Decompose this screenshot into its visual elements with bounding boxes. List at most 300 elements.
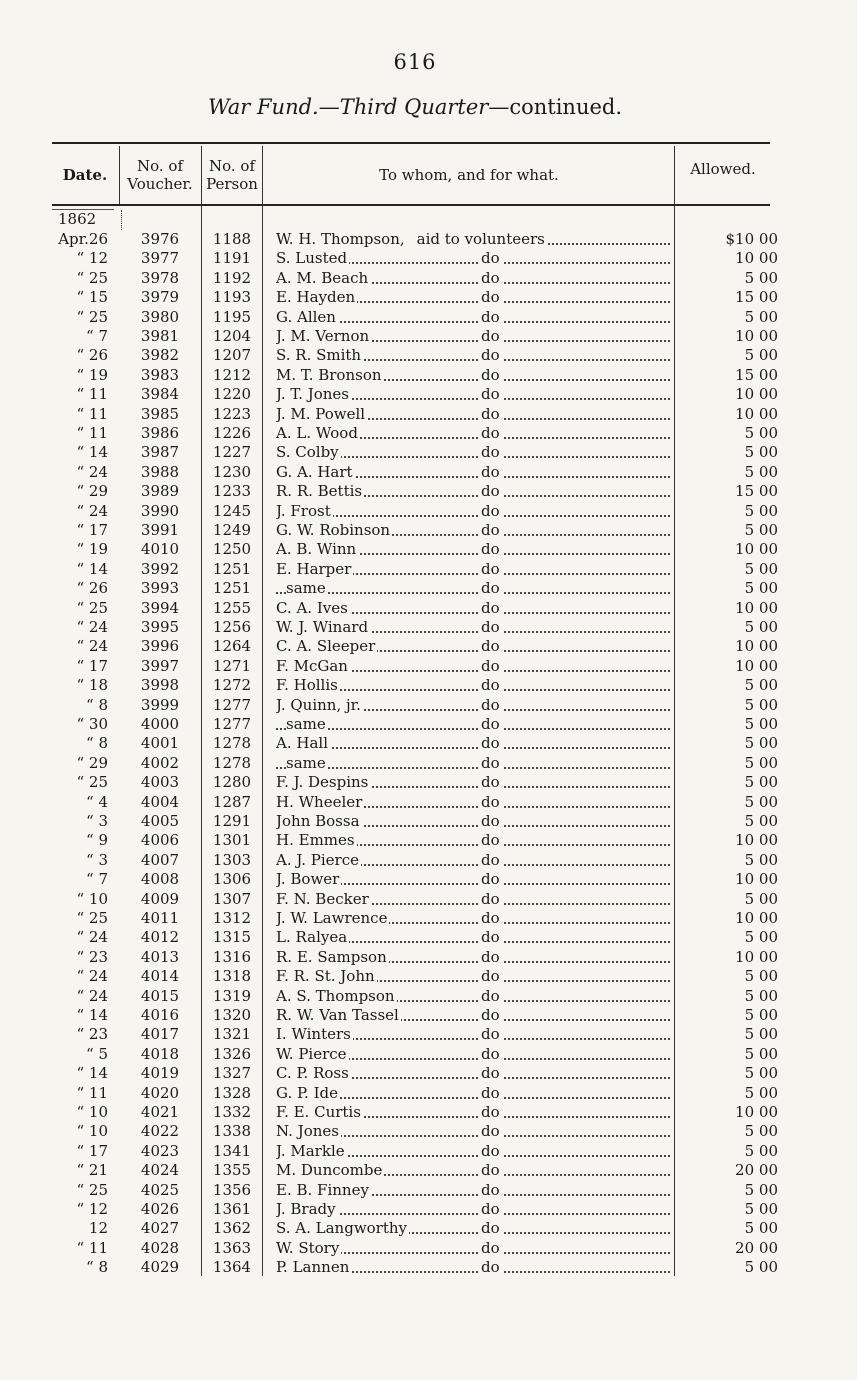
cell-date: “ 25 [76, 773, 108, 792]
purpose-ditto: do [481, 598, 500, 617]
purpose-ditto: do [481, 1083, 500, 1102]
cell-date: “ 14 [76, 559, 108, 578]
cell-date: “ 7 [86, 327, 108, 345]
purpose-ditto: do [481, 462, 500, 481]
table-row [0, 1161, 857, 1180]
table-row [0, 1103, 857, 1122]
cell-person: 1319 [212, 986, 252, 1005]
table-row [0, 812, 857, 831]
cell-person: 1363 [212, 1238, 252, 1257]
payee-name: same [286, 715, 326, 733]
header-allowed: Allowed. [690, 160, 756, 178]
cell-voucher: 4018 [140, 1044, 180, 1063]
cell-name [276, 327, 670, 346]
cell-amount: 5 00 [744, 715, 778, 733]
cell-amount: 15 00 [735, 482, 778, 501]
dot-leader [276, 747, 670, 749]
cell-name [276, 599, 670, 618]
cell-name [276, 521, 670, 540]
table-row [0, 1181, 857, 1200]
cell-person: 1226 [212, 424, 252, 442]
cell-person: 1364 [212, 1258, 252, 1277]
cell-person: 1251 [212, 559, 252, 578]
dot-leader [276, 515, 670, 517]
column-divider [119, 146, 120, 204]
cell-name [276, 1181, 670, 1200]
cell-name [276, 637, 670, 656]
purpose-ditto: do [481, 1258, 500, 1277]
cell-name [276, 560, 670, 579]
cell-date: “ 3 [86, 812, 108, 830]
cell-amount: 5 00 [744, 618, 778, 636]
payee-name: W. J. Winard [276, 618, 369, 636]
cell-amount: 10 00 [735, 870, 778, 889]
cell-amount: 5 00 [744, 1025, 778, 1044]
cell-person: 1277 [212, 695, 252, 714]
cell-person: 1191 [212, 249, 252, 268]
table-row [0, 1084, 857, 1103]
table-row [0, 1200, 857, 1219]
purpose-ditto: do [481, 715, 500, 733]
cell-amount: 5 00 [744, 1006, 778, 1024]
cell-amount: 20 00 [735, 1238, 778, 1257]
cell-voucher: 4001 [140, 734, 180, 753]
cell-voucher: 3979 [140, 288, 180, 307]
cell-name [276, 715, 670, 734]
cell-voucher: 3984 [140, 385, 180, 404]
cell-date: “ 12 [76, 249, 108, 268]
payee-name: G. P. Ide [276, 1083, 338, 1102]
cell-person: 1195 [212, 307, 252, 326]
cell-name [276, 1258, 670, 1277]
cell-date: “ 24 [76, 967, 108, 986]
cell-person: 1272 [212, 676, 252, 695]
cell-name [276, 482, 670, 501]
table-row [0, 1064, 857, 1083]
table-row [0, 1025, 857, 1044]
cell-name [276, 793, 670, 812]
cell-amount: 5 00 [744, 676, 778, 695]
cell-name [276, 928, 670, 947]
table-row [0, 618, 857, 637]
cell-amount: 5 00 [744, 812, 778, 830]
payee-name: John Bossa [276, 812, 360, 830]
cell-amount: 5 00 [744, 773, 778, 792]
cell-amount: 5 00 [744, 1083, 778, 1102]
cell-name [276, 909, 670, 928]
cell-person: 1328 [212, 1083, 252, 1102]
cell-amount: 5 00 [744, 501, 778, 520]
header-whom: To whom, and for what. [379, 166, 559, 184]
cell-name [276, 579, 670, 598]
cell-person: 1318 [212, 967, 252, 986]
cell-amount: 10 00 [735, 909, 778, 927]
table-row [0, 948, 857, 967]
table-row [0, 967, 857, 986]
cell-voucher: 4008 [140, 870, 180, 889]
payee-name: S. Lusted [276, 249, 348, 268]
cell-voucher: 3986 [140, 424, 180, 442]
cell-voucher: 3981 [140, 327, 180, 345]
table-row [0, 987, 857, 1006]
purpose-ditto: do [481, 1219, 500, 1238]
payee-name: C. A. Sleeper [276, 637, 376, 656]
purpose-ditto: do [481, 850, 500, 869]
cell-date: “ 14 [76, 1064, 108, 1083]
table-row [0, 909, 857, 928]
cell-person: 1277 [212, 715, 252, 733]
cell-date: “ 24 [76, 986, 108, 1005]
payee-name: J. Brady [276, 1200, 336, 1218]
purpose-ditto: do [481, 288, 500, 307]
cell-date: “ 30 [76, 715, 108, 733]
cell-person: 1255 [212, 598, 252, 617]
cell-date: “ 17 [76, 656, 108, 675]
cell-date: “ 29 [76, 482, 108, 501]
cell-voucher: 4015 [140, 986, 180, 1005]
cell-amount: 20 00 [735, 1161, 778, 1180]
payee-name: J. Bower [276, 870, 340, 889]
cell-amount: 5 00 [744, 850, 778, 869]
cell-name [276, 1006, 670, 1025]
cell-person: 1356 [212, 1180, 252, 1199]
table-row [0, 1219, 857, 1238]
cell-date: “ 25 [76, 268, 108, 287]
payee-name: R. W. Van Tassel [276, 1006, 399, 1024]
cell-voucher: 3995 [140, 618, 180, 636]
cell-voucher: 3994 [140, 598, 180, 617]
cell-voucher: 4021 [140, 1103, 180, 1121]
cell-date: “ 7 [86, 870, 108, 889]
cell-voucher: 4025 [140, 1180, 180, 1199]
cell-name [276, 269, 670, 288]
cell-name [276, 831, 670, 850]
cell-person: 1306 [212, 870, 252, 889]
cell-amount: 5 00 [744, 1219, 778, 1238]
cell-date: “ 18 [76, 676, 108, 695]
purpose-ditto: do [481, 1141, 500, 1160]
cell-person: 1326 [212, 1044, 252, 1063]
cell-date: “ 17 [76, 1141, 108, 1160]
table-row [0, 230, 857, 249]
cell-person: 1271 [212, 656, 252, 675]
table-row [0, 676, 857, 695]
cell-date: “ 26 [76, 579, 108, 598]
cell-name [276, 1200, 670, 1219]
purpose-ditto: do [481, 1103, 500, 1121]
purpose-ditto: do [481, 773, 500, 792]
page-title [0, 95, 830, 119]
purpose-ditto: do [481, 268, 500, 287]
cell-voucher: 4009 [140, 889, 180, 908]
table-row [0, 443, 857, 462]
cell-name [276, 734, 670, 753]
cell-voucher: 4027 [140, 1219, 180, 1238]
cell-amount: 10 00 [735, 385, 778, 404]
cell-name [276, 754, 670, 773]
cell-name [276, 773, 670, 792]
payee-name: N. Jones [276, 1122, 339, 1141]
page-number: 616 [393, 50, 437, 74]
cell-name [276, 1239, 670, 1258]
cell-voucher: 3998 [140, 676, 180, 695]
table-row [0, 269, 857, 288]
cell-date: “ 3 [86, 850, 108, 869]
purpose-ditto: do [481, 909, 500, 927]
cell-name [276, 1103, 670, 1122]
cell-date: “ 14 [76, 443, 108, 462]
cell-name [276, 249, 670, 268]
cell-person: 1220 [212, 385, 252, 404]
cell-name [276, 366, 670, 385]
table-row [0, 1045, 857, 1064]
cell-person: 1192 [212, 268, 252, 287]
cell-date: “ 8 [86, 695, 108, 714]
table-row [0, 793, 857, 812]
cell-amount: 5 00 [744, 967, 778, 986]
cell-name [276, 676, 670, 695]
cell-amount: 5 00 [744, 307, 778, 326]
purpose-ditto: do [481, 1044, 500, 1063]
cell-voucher: 3991 [140, 521, 180, 539]
cell-amount: 5 00 [744, 1200, 778, 1218]
purpose-ditto: do [481, 695, 500, 714]
purpose-ditto: do [481, 947, 500, 966]
purpose-ditto: do [481, 734, 500, 753]
table-row [0, 308, 857, 327]
table-row [0, 405, 857, 424]
table-row [0, 715, 857, 734]
payee-name: P. Lannen [276, 1258, 350, 1277]
cell-amount: 5 00 [744, 443, 778, 462]
cell-amount: 5 00 [744, 1044, 778, 1063]
cell-voucher: 4023 [140, 1141, 180, 1160]
cell-amount: 5 00 [744, 1064, 778, 1083]
payee-name: F. E. Curtis [276, 1103, 361, 1121]
cell-voucher: 4022 [140, 1122, 180, 1141]
payee-name: J. M. Vernon [276, 327, 370, 345]
cell-voucher: 4024 [140, 1161, 180, 1180]
payee-name: W. Story [276, 1238, 340, 1257]
cell-person: 1249 [212, 521, 252, 539]
cell-date: “ 26 [76, 346, 108, 365]
cell-date: “ 11 [76, 424, 108, 442]
cell-amount: 5 00 [744, 928, 778, 947]
table-row [0, 870, 857, 889]
table-row [0, 521, 857, 540]
payee-name: A. L. Wood [276, 424, 358, 442]
payee-name: M. T. Bronson [276, 365, 382, 384]
cell-name [276, 463, 670, 482]
dot-leader [276, 767, 670, 769]
table-row [0, 1142, 857, 1161]
table-row [0, 928, 857, 947]
purpose-ditto: do [481, 249, 500, 268]
cell-name [276, 346, 670, 365]
payee-name: same [286, 753, 326, 772]
payee-name: F. McGan [276, 656, 348, 675]
cell-amount: 10 00 [735, 637, 778, 656]
payee-name: F. J. Despins [276, 773, 369, 792]
cell-amount: 15 00 [735, 365, 778, 384]
cell-date: “ 25 [76, 1180, 108, 1199]
cell-amount: 10 00 [735, 831, 778, 850]
cell-name [276, 385, 670, 404]
cell-amount: 10 00 [735, 656, 778, 675]
payee-name: S. R. Smith [276, 346, 362, 365]
cell-voucher: 3987 [140, 443, 180, 462]
table-row [0, 424, 857, 443]
cell-date: “ 21 [76, 1161, 108, 1180]
cell-person: 1291 [212, 812, 252, 830]
cell-name [276, 851, 670, 870]
table-row [0, 773, 857, 792]
payee-name: H. Emmes [276, 831, 355, 850]
purpose-ditto: do [481, 870, 500, 889]
cell-person: 1280 [212, 773, 252, 792]
cell-name [276, 424, 670, 443]
purpose-ditto: do [481, 346, 500, 365]
purpose-ditto: do [481, 540, 500, 559]
cell-date: “ 4 [86, 792, 108, 811]
cell-voucher: 4016 [140, 1006, 180, 1024]
cell-amount: 5 00 [744, 521, 778, 539]
cell-date: “ 12 [76, 1200, 108, 1218]
cell-amount: 5 00 [744, 1258, 778, 1277]
cell-date: “ 11 [76, 404, 108, 423]
cell-amount: 5 00 [744, 986, 778, 1005]
purpose-ditto: do [481, 637, 500, 656]
purpose-ditto: do [481, 327, 500, 345]
payee-name: F. N. Becker [276, 889, 369, 908]
purpose-ditto: do [481, 365, 500, 384]
cell-voucher: 4010 [140, 540, 180, 559]
cell-name [276, 1219, 670, 1238]
payee-name: J. Quinn, jr. [276, 695, 361, 714]
cell-voucher: 4020 [140, 1083, 180, 1102]
purpose-ditto: do [481, 482, 500, 501]
cell-voucher: 3990 [140, 501, 180, 520]
table-row [0, 249, 857, 268]
cell-amount: 10 00 [735, 1103, 778, 1121]
payee-name: J. W. Lawrence [276, 909, 388, 927]
purpose-ditto: do [481, 559, 500, 578]
cell-name [276, 967, 670, 986]
payee-name: W. Pierce [276, 1044, 347, 1063]
title-plain: —continued. [488, 95, 623, 119]
payee-name: J. T. Jones [276, 385, 350, 404]
table-row [0, 482, 857, 501]
purpose-ditto: do [481, 1122, 500, 1141]
cell-person: 1321 [212, 1025, 252, 1044]
cell-date: 12 [88, 1219, 108, 1238]
cell-name [276, 870, 670, 889]
cell-amount: 5 00 [744, 1180, 778, 1199]
table-row [0, 327, 857, 346]
header-bottom-rule [52, 204, 770, 206]
cell-name [276, 987, 670, 1006]
cell-person: 1361 [212, 1200, 252, 1218]
purpose-ditto: do [481, 579, 500, 598]
cell-date: “ 25 [76, 598, 108, 617]
cell-person: 1256 [212, 618, 252, 636]
table-row [0, 579, 857, 598]
payee-name: E. Hayden [276, 288, 356, 307]
cell-person: 1355 [212, 1161, 252, 1180]
cell-voucher: 4007 [140, 850, 180, 869]
purpose-text: aid to volunteers [407, 230, 547, 248]
purpose-ditto: do [481, 889, 500, 908]
table-row [0, 831, 857, 850]
cell-person: 1227 [212, 443, 252, 462]
purpose-ditto: do [481, 753, 500, 772]
cell-name [276, 288, 670, 307]
cell-amount: $10 00 [725, 230, 778, 248]
cell-person: 1301 [212, 831, 252, 850]
cell-amount: 5 00 [744, 695, 778, 714]
cell-date: “ 11 [76, 385, 108, 404]
purpose-ditto: do [481, 1238, 500, 1257]
cell-date: “ 10 [76, 1103, 108, 1121]
cell-voucher: 3993 [140, 579, 180, 598]
cell-amount: 5 00 [744, 889, 778, 908]
cell-person: 1251 [212, 579, 252, 598]
cell-person: 1332 [212, 1103, 252, 1121]
payee-name: W. H. Thompson, [276, 230, 405, 248]
payee-name: R. R. Bettis [276, 482, 363, 501]
cell-voucher: 4005 [140, 812, 180, 830]
cell-date: “ 29 [76, 753, 108, 772]
cell-person: 1315 [212, 928, 252, 947]
table-header [52, 146, 770, 204]
table-row [0, 288, 857, 307]
payee-name: G. W. Robinson [276, 521, 391, 539]
cell-voucher: 3997 [140, 656, 180, 675]
purpose-ditto: do [481, 676, 500, 695]
cell-name [276, 540, 670, 559]
purpose-ditto: do [481, 443, 500, 462]
cell-date: “ 24 [76, 618, 108, 636]
cell-person: 1307 [212, 889, 252, 908]
cell-amount: 5 00 [744, 424, 778, 442]
table-row [0, 734, 857, 753]
cell-date: “ 15 [76, 288, 108, 307]
cell-name [276, 502, 670, 521]
table-row [0, 637, 857, 656]
cell-person: 1320 [212, 1006, 252, 1024]
cell-date: “ 25 [76, 307, 108, 326]
cell-person: 1193 [212, 288, 252, 307]
payee-name: F. Hollis [276, 676, 338, 695]
cell-date: “ 5 [86, 1044, 108, 1063]
cell-voucher: 4006 [140, 831, 180, 850]
purpose-ditto: do [481, 424, 500, 442]
cell-date: “ 19 [76, 540, 108, 559]
cell-name [276, 890, 670, 909]
cell-amount: 15 00 [735, 288, 778, 307]
cell-voucher: 3996 [140, 637, 180, 656]
cell-voucher: 3992 [140, 559, 180, 578]
cell-voucher: 4004 [140, 792, 180, 811]
cell-voucher: 4028 [140, 1238, 180, 1257]
cell-amount: 5 00 [744, 559, 778, 578]
cell-amount: 10 00 [735, 540, 778, 559]
purpose-ditto: do [481, 1200, 500, 1218]
payee-name: M. Duncombe [276, 1161, 383, 1180]
cell-amount: 5 00 [744, 1122, 778, 1141]
purpose-ditto: do [481, 928, 500, 947]
cell-name [276, 948, 670, 967]
